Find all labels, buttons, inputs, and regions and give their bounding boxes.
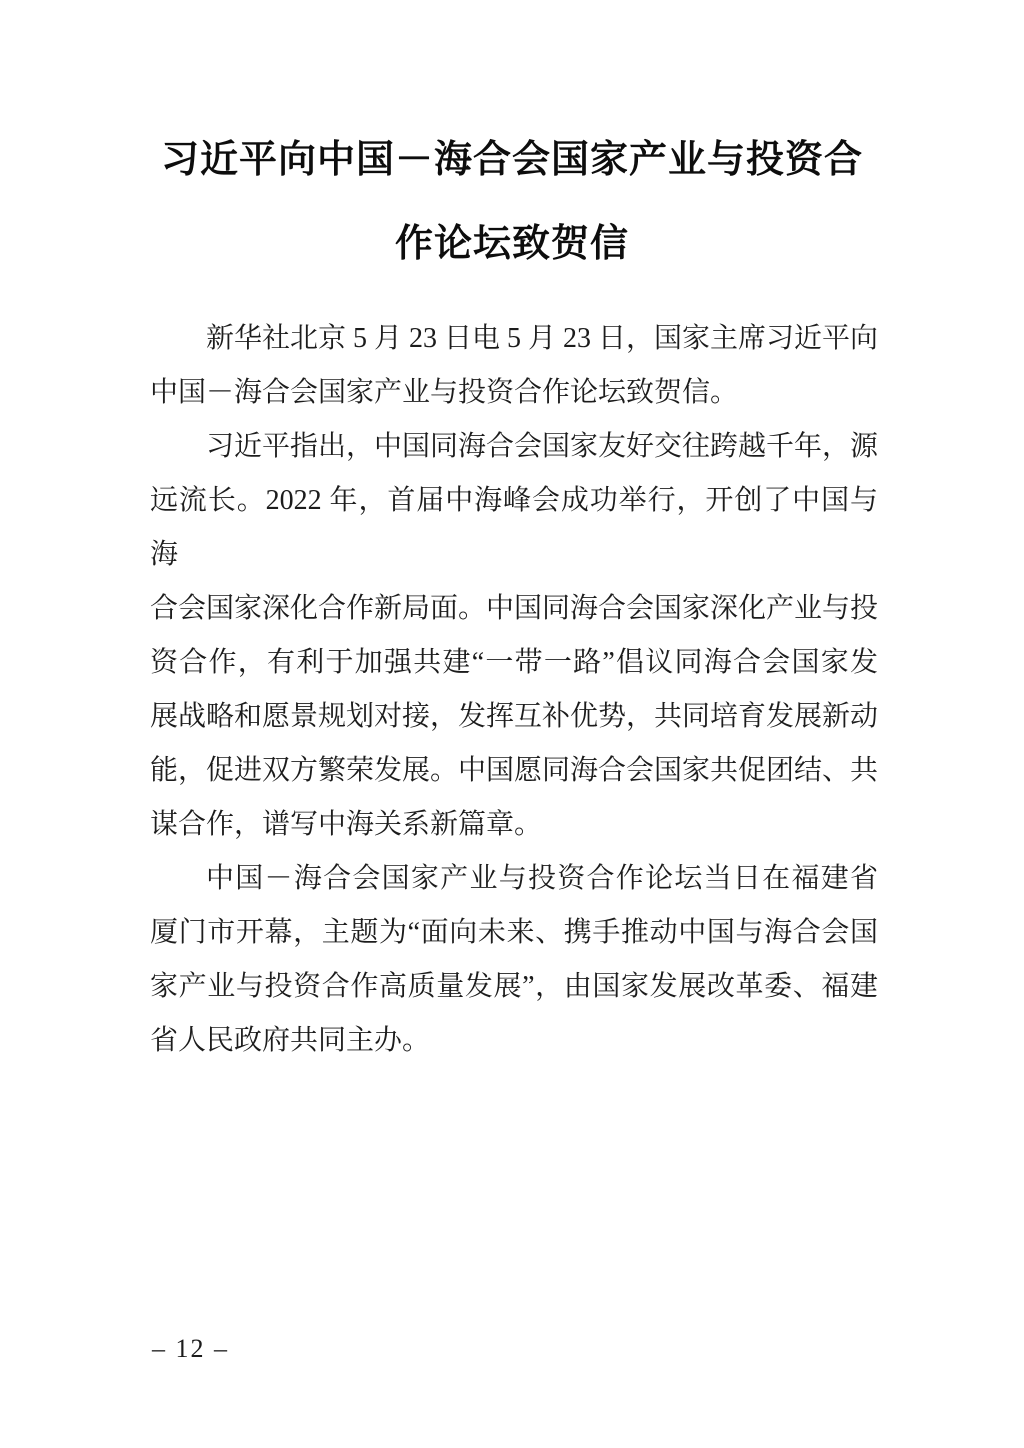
paragraph-1 <box>150 312 878 420</box>
text-line: 能，促进双方繁荣发展。中国愿同海合会国家共促团结、共 <box>150 755 879 786</box>
text-line: 展战略和愿景规划对接，发挥互补优势，共同培育发展新动 <box>150 701 879 732</box>
text-line: 中国－海合会国家产业与投资合作论坛致贺信。 <box>150 377 739 408</box>
text-line: 新华社北京 5 月 23 日电 5 月 23 日，国家主席习近平向 <box>206 323 879 354</box>
text-line: 家产业与投资合作高质量发展”，由国家发展改革委、福建 <box>150 971 878 1002</box>
text-line: 省人民政府共同主办。 <box>150 1025 431 1056</box>
article-body <box>150 312 878 1068</box>
title-line-2: 作论坛致贺信 <box>394 223 629 265</box>
page-number: – 12 – <box>152 1334 229 1363</box>
paragraph-2 <box>150 420 878 852</box>
text-line: 习近平指出，中国同海合会国家友好交往跨越千年，源 <box>206 431 879 462</box>
text-line: 资合作，有利于加强共建“一带一路”倡议同海合会国家发 <box>150 647 878 678</box>
page-title <box>0 118 1024 286</box>
text-line: 远流长。2022 年，首届中海峰会成功举行，开创了中国与海 <box>150 485 878 570</box>
text-line: 厦门市开幕，主题为“面向未来、携手推动中国与海合会国 <box>150 917 878 948</box>
text-line: 谋合作，谱写中海关系新篇章。 <box>150 809 543 840</box>
paragraph-3 <box>150 852 878 1068</box>
title-line-1: 习近平向中国－海合会国家产业与投资合 <box>160 139 863 181</box>
text-line: 中国－海合会国家产业与投资合作论坛当日在福建省 <box>206 863 878 894</box>
text-line: 合会国家深化合作新局面。中国同海合会国家深化产业与投 <box>150 593 879 624</box>
